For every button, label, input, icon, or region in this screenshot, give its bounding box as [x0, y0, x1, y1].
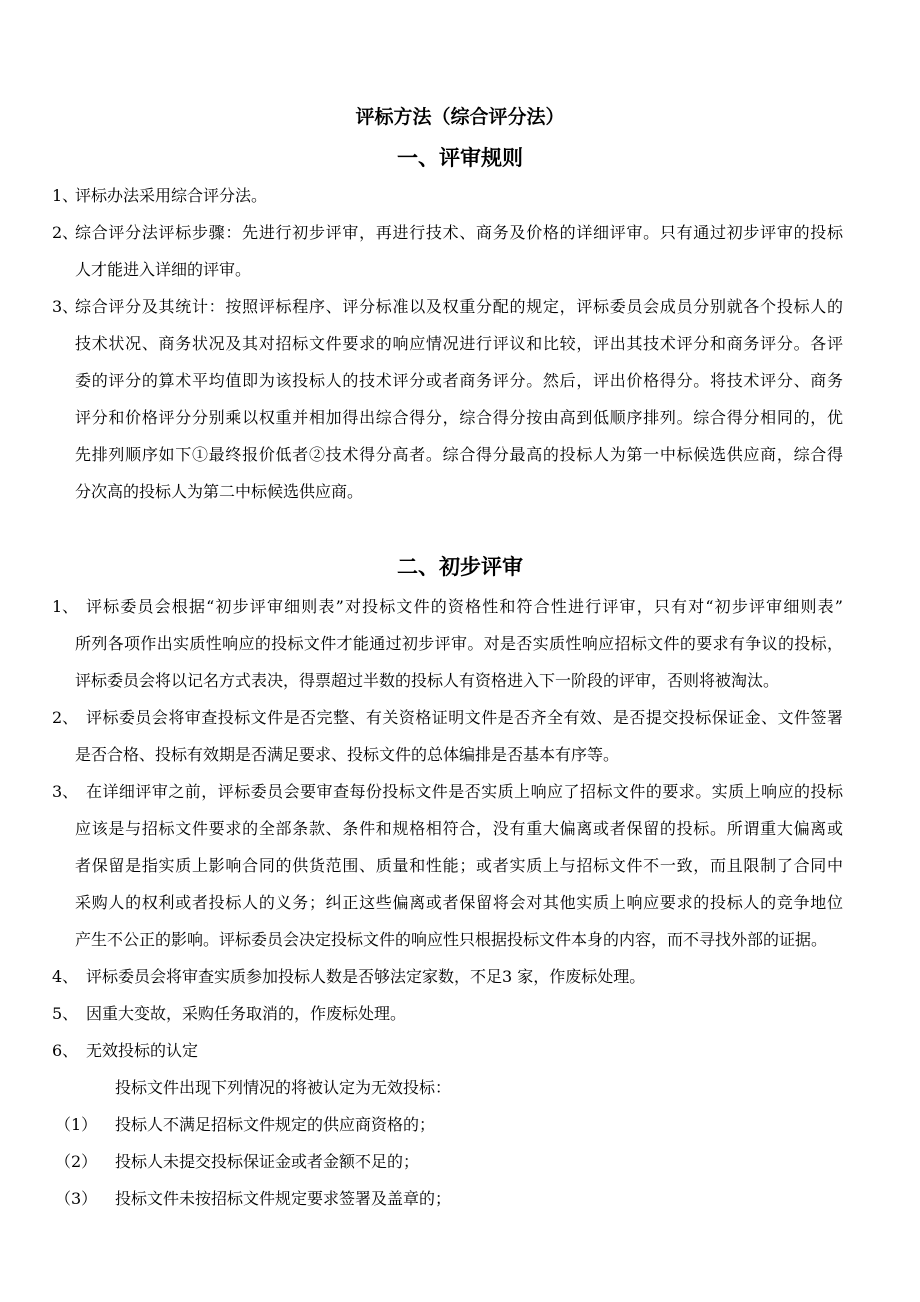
item-number: 3、 [52, 297, 79, 316]
section-heading: 二、初步评审 [397, 554, 523, 579]
item-number: （3） [55, 1189, 98, 1208]
paragraph-line: 评标委员会将审查投标文件是否完整、有关资格证明文件是否齐全有效、是否提交投标保证金、文件签署 [86, 708, 843, 727]
paragraph-line: 技术状况、商务状况及其对招标文件要求的响应情况进行评议和比较，评出其技术评分和商务评分。各评 [75, 334, 843, 353]
paragraph-line: 分次高的投标人为第二中标候选供应商。 [75, 482, 364, 501]
item-number: （2） [55, 1152, 98, 1171]
item-number: 3、 [52, 782, 79, 801]
document-title: 评标方法（综合评分法） [355, 106, 565, 128]
paragraph-line: 产生不公正的影响。评标委员会决定投标文件的响应性只根据投标文件本身的内容，而不寻找外部的证据。 [75, 930, 828, 949]
item-number: 1、 [52, 597, 79, 616]
paragraph-line: 先排列顺序如下①最终报价低者②技术得分高者。综合得分最高的投标人为第一中标候选供应商，综合得 [75, 445, 843, 464]
paragraph-line: 投标文件未按招标文件规定要求签署及盖章的； [115, 1189, 452, 1208]
paragraph-line: 综合评分法评标步骤：先进行初步评审，再进行技术、商务及价格的详细评审。只有通过初步评审的投标 [75, 223, 843, 242]
paragraph-line: 评标委员会将审查实质参加投标人数是否够法定家数，不足3 家，作废标处理。 [86, 967, 646, 986]
paragraph-line: 无效投标的认定 [86, 1041, 199, 1060]
paragraph-line: 应该是与招标文件要求的全部条款、条件和规格相符合，没有重大偏离或者保留的投标。所谓重大偏离或 [75, 819, 843, 838]
paragraph-line: 因重大变故，采购任务取消的，作废标处理。 [86, 1004, 407, 1023]
paragraph-line: 是否合格、投标有效期是否满足要求、投标文件的总体编排是否基本有序等。 [75, 745, 620, 764]
item-number: 2、 [52, 223, 79, 242]
paragraph-line: 评标办法采用综合评分法。 [75, 186, 268, 205]
paragraph-line: 委的评分的算术平均值即为该投标人的技术评分或者商务评分。然后，评出价格得分。将技术评分、商务 [75, 371, 843, 390]
paragraph-line: 所列各项作出实质性响应的投标文件才能通过初步评审。对是否实质性响应招标文件的要求有争议的投标， [75, 634, 843, 653]
paragraph-line: 投标人不满足招标文件规定的供应商资格的； [115, 1115, 436, 1134]
paragraph-line: 在详细评审之前，评标委员会要审查每份投标文件是否实质上响应了招标文件的要求。实质上响应的投标 [86, 782, 843, 801]
paragraph-line: 评分和价格评分分别乘以权重并相加得出综合得分，综合得分按由高到低顺序排列。综合得分相同的，优 [75, 408, 843, 427]
paragraph-line: 评标委员会将以记名方式表决，得票超过半数的投标人有资格进入下一阶段的评审，否则将被淘汰。 [75, 671, 780, 690]
paragraph-line: 评标委员会根据“初步评审细则表”对投标文件的资格性和符合性进行评审，只有对“初步评审细则表” [86, 597, 843, 616]
paragraph-line: 人才能进入详细的评审。 [75, 260, 252, 279]
paragraph-line: 投标人未提交投标保证金或者金额不足的； [115, 1152, 420, 1171]
paragraph-line: 投标文件出现下列情况的将被认定为无效投标： [115, 1078, 452, 1097]
item-number: 1、 [52, 186, 79, 205]
paragraph-line: 者保留是指实质上影响合同的供货范围、质量和性能；或者实质上与招标文件不一致，而且限制了合同中 [75, 856, 843, 875]
item-number: 4、 [52, 967, 79, 986]
item-number: 6、 [52, 1041, 79, 1060]
item-number: 5、 [52, 1004, 79, 1023]
item-number: （1） [55, 1115, 98, 1134]
section-heading: 一、评审规则 [397, 145, 523, 170]
item-number: 2、 [52, 708, 79, 727]
paragraph-line: 采购人的权利或者投标人的义务；纠正这些偏离或者保留将会对其他实质上响应要求的投标人的竞争地位 [75, 893, 843, 912]
paragraph-line: 综合评分及其统计：按照评标程序、评分标准以及权重分配的规定，评标委员会成员分别就各个投标人的 [75, 297, 843, 316]
